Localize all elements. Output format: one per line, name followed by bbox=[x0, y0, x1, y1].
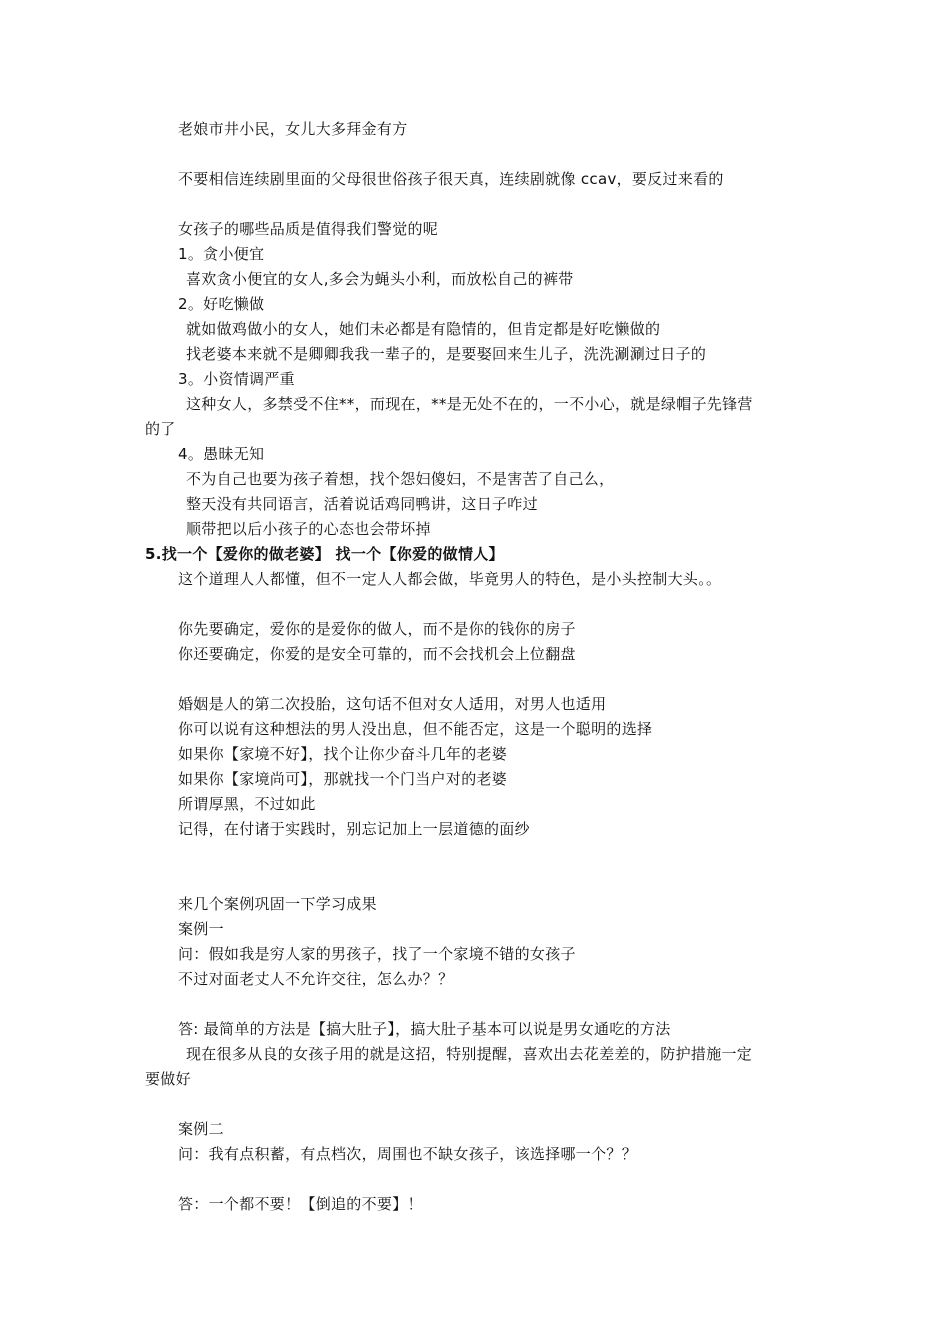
case-heading: 案例一 bbox=[178, 920, 224, 938]
text-line: 不为自己也要为孩子着想，找个怨妇傻妇，不是害苦了自己么， bbox=[186, 470, 615, 488]
answer-line: 答：一个都不要！【倒追的不要】！ bbox=[178, 1195, 423, 1213]
list-heading: 5.找一个【爱你的做老婆】 找一个【你爱的做情人】 bbox=[145, 545, 504, 563]
text-line: 记得，在付诸于实践时，别忘记加上一层道德的面纱 bbox=[178, 820, 530, 838]
text-line: 不要相信连续剧里面的父母很世俗孩子很天真，连续剧就像 ccav，要反过来看的 bbox=[178, 170, 724, 188]
list-heading: 3。小资情调严重 bbox=[178, 370, 295, 388]
text-line: 老娘市井小民，女儿大多拜金有方 bbox=[178, 120, 408, 138]
text-line: 女孩子的哪些品质是值得我们警觉的呢 bbox=[178, 220, 439, 238]
list-heading: 1。贪小便宜 bbox=[178, 245, 265, 263]
text-line: 整天没有共同语言，活着说话鸡同鸭讲，这日子咋过 bbox=[186, 495, 538, 513]
answer-line: 要做好 bbox=[145, 1070, 191, 1088]
text-line: 你还要确定，你爱的是安全可靠的，而不会找机会上位翻盘 bbox=[178, 645, 576, 663]
list-heading: 4。愚昧无知 bbox=[178, 445, 265, 463]
question-line: 不过对面老丈人不允许交往，怎么办？？ bbox=[178, 970, 454, 988]
text-line: 喜欢贪小便宜的女人,多会为蝇头小利，而放松自己的裤带 bbox=[186, 270, 574, 288]
text-line: 顺带把以后小孩子的心态也会带坏掉 bbox=[186, 520, 431, 538]
text-line: 来几个案例巩固一下学习成果 bbox=[178, 895, 377, 913]
text-line: 找老婆本来就不是卿卿我我一辈子的，是要娶回来生儿子，洗洗涮涮过日子的 bbox=[186, 345, 707, 363]
answer-line: 现在很多从良的女孩子用的就是这招，特别提醒，喜欢出去花差差的，防护措施一定 bbox=[186, 1045, 753, 1063]
case-heading: 案例二 bbox=[178, 1120, 224, 1138]
text-line: 所谓厚黑，不过如此 bbox=[178, 795, 316, 813]
text-line: 你可以说有这种想法的男人没出息，但不能否定，这是一个聪明的选择 bbox=[178, 720, 653, 738]
text-line: 如果你【家境尚可】，那就找一个门当户对的老婆 bbox=[178, 770, 508, 788]
text-line: 你先要确定，爱你的是爱你的做人，而不是你的钱你的房子 bbox=[178, 620, 576, 638]
answer-line: 答: 最简单的方法是【搞大肚子】，搞大肚子基本可以说是男女通吃的方法 bbox=[178, 1020, 671, 1038]
question-line: 问：我有点积蓄，有点档次，周围也不缺女孩子，该选择哪一个？？ bbox=[178, 1145, 638, 1163]
text-line: 这个道理人人都懂，但不一定人人都会做，毕竟男人的特色，是小头控制大头。。 bbox=[178, 570, 722, 588]
text-line: 就如做鸡做小的女人，她们未必都是有隐情的，但肯定都是好吃懒做的 bbox=[186, 320, 661, 338]
list-heading: 2。好吃懒做 bbox=[178, 295, 265, 313]
text-line: 婚姻是人的第二次投胎，这句话不但对女人适用，对男人也适用 bbox=[178, 695, 607, 713]
text-line: 的了 bbox=[145, 420, 176, 438]
text-line: 这种女人，多禁受不住**，而现在，**是无处不在的，一不小心，就是绿帽子先锋营 bbox=[186, 395, 753, 413]
question-line: 问：假如我是穷人家的男孩子，找了一个家境不错的女孩子 bbox=[178, 945, 576, 963]
text-line: 如果你【家境不好】，找个让你少奋斗几年的老婆 bbox=[178, 745, 508, 763]
